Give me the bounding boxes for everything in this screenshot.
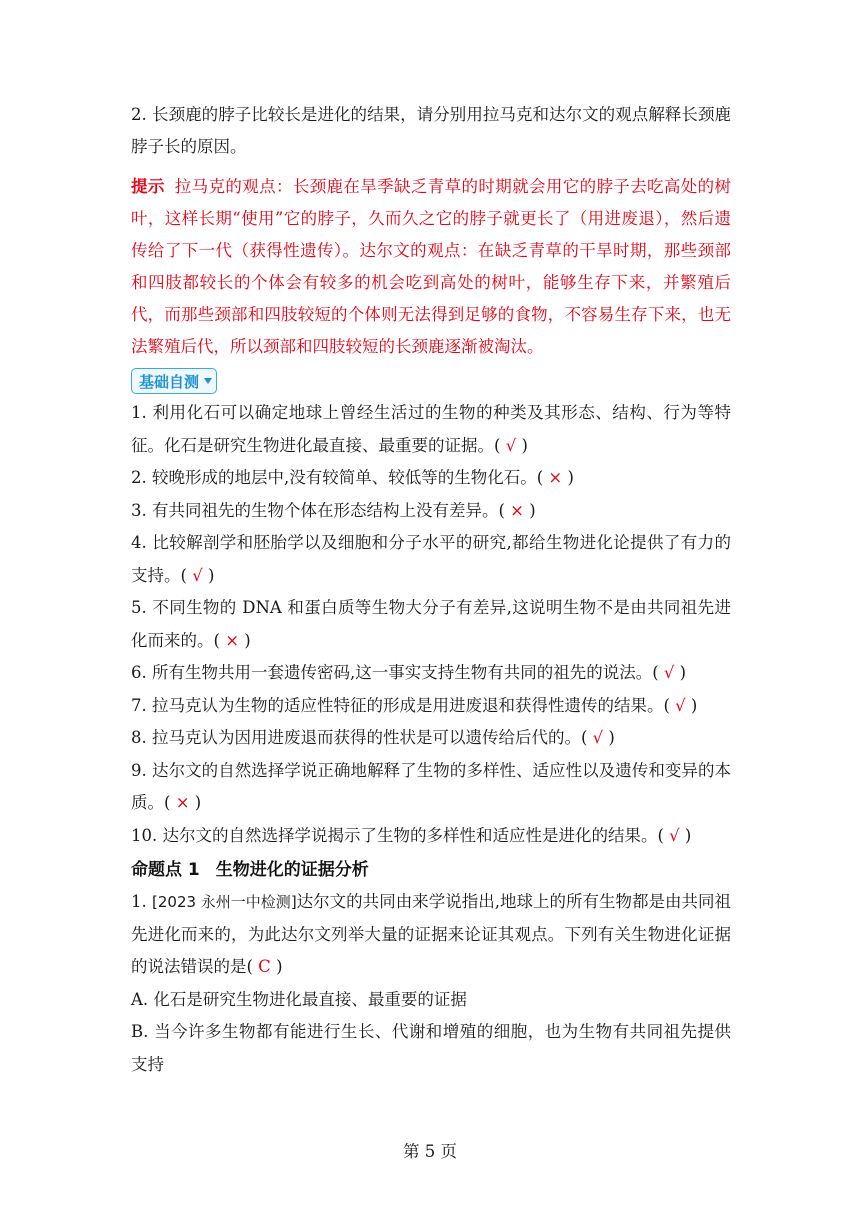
section-badge-row (131, 365, 731, 397)
question-answer: C (252, 957, 277, 976)
section-badge (131, 368, 217, 394)
answer-mark: √ (592, 728, 604, 747)
answer-mark: × (225, 630, 240, 650)
answer-mark: × (175, 793, 190, 812)
hint-text: 拉马克的观点：长颈鹿在旱季缺乏青草的时期就会用它的脖子去吃高处的树叶，这样长期“使用”它的脖子，久而久之它的脖子就更长了（用进废退），然后遗传给了下一代（获得性遗传）。达尔文的观点：在缺乏青草的干旱时期，那些颈部和四肢都较长的个体会有较多的机会吃到高处的树叶，能够生存下来，并繁殖后代，而那些颈部和四肢较短的个体则无法得到足够的食物，不容易生存下来，也无法繁殖后代，所以颈部和四肢较短的长颈鹿逐渐被淘汰。 (131, 177, 732, 356)
self-test-item: 8. 拉马克认为因用进废退而获得的性状是可以遗传给后代的。( √ ) (131, 728, 615, 747)
option-a: A. 化石是研究生物进化最直接、最重要的证据 (131, 989, 467, 1009)
topic-title: 生物进化的证据分析 (215, 860, 369, 880)
self-test-list (131, 397, 731, 852)
answer-mark: × (548, 468, 563, 487)
self-test-item: 3. 有共同祖先的生物个体在形态结构上没有差异。( × ) (131, 500, 536, 520)
self-test-item: 4. 比较解剖学和胚胎学以及细胞和分子水平的研究,都给生物进化论提供了有力的支持。( √ ) (131, 533, 731, 585)
answer-mark: √ (669, 825, 680, 845)
answer-mark: √ (663, 663, 675, 682)
self-test-item: 10. 达尔文的自然选择学说揭示了生物的多样性和适应性是进化的结果。( √ ) (131, 825, 692, 845)
topic-number: 命题点 1 (131, 860, 200, 880)
self-test-item: 7. 拉马克认为生物的适应性特征的形成是用进废退和获得性遗传的结果。( √ ) (131, 695, 698, 715)
answer-mark: √ (505, 435, 517, 455)
page-content (131, 99, 731, 1081)
self-test-item: 1. 利用化石可以确定地球上曾经生活过的生物的种类及其形态、结构、行为等特征。化石是研究生物进化最直接、最重要的证据。( √ ) (131, 403, 731, 455)
option-b: B. 当今许多生物都有能进行生长、代谢和增殖的细胞，也为生物有共同祖先提供支持 (131, 1022, 731, 1074)
page-number: 第 5 页 (403, 1142, 457, 1161)
topic-heading (131, 854, 731, 886)
hint-paragraph (131, 171, 731, 363)
section-badge-label: 基础自测 (139, 372, 200, 391)
self-test-item: 9. 达尔文的自然选择学说正确地解释了生物的多样性、适应性以及遗传和变异的本质。( × ) (131, 760, 731, 812)
hint-label: 提示 (131, 177, 165, 196)
answer-mark: √ (675, 695, 686, 715)
question-stem: 1. [2023 永州一中检测]达尔文的共同由来学说指出,地球上的所有生物都是由共同祖先进化而来的，为此达尔文列举大量的证据来论证其观点。下列有关生物进化证据的说法错误的是( C ) (131, 892, 731, 976)
triangle-down-icon (204, 378, 212, 384)
question-2: 2. 长颈鹿的脖子比较长是进化的结果，请分别用拉马克和达尔文的观点解释长颈鹿脖子长的原因。 (131, 105, 731, 156)
question-source: [2023 永州一中检测] (152, 893, 297, 911)
self-test-item: 2. 较晚形成的地层中,没有较简单、较低等的生物化石。( × ) (131, 468, 574, 487)
self-test-item: 5. 不同生物的 DNA 和蛋白质等生物大分子有差异,这说明生物不是由共同祖先进化而来的。( × ) (131, 598, 731, 650)
answer-mark: × (510, 500, 524, 520)
self-test-item: 6. 所有生物共用一套遗传密码,这一事实支持生物有共同的祖先的说法。( √ ) (131, 663, 687, 682)
answer-mark: √ (192, 565, 203, 585)
